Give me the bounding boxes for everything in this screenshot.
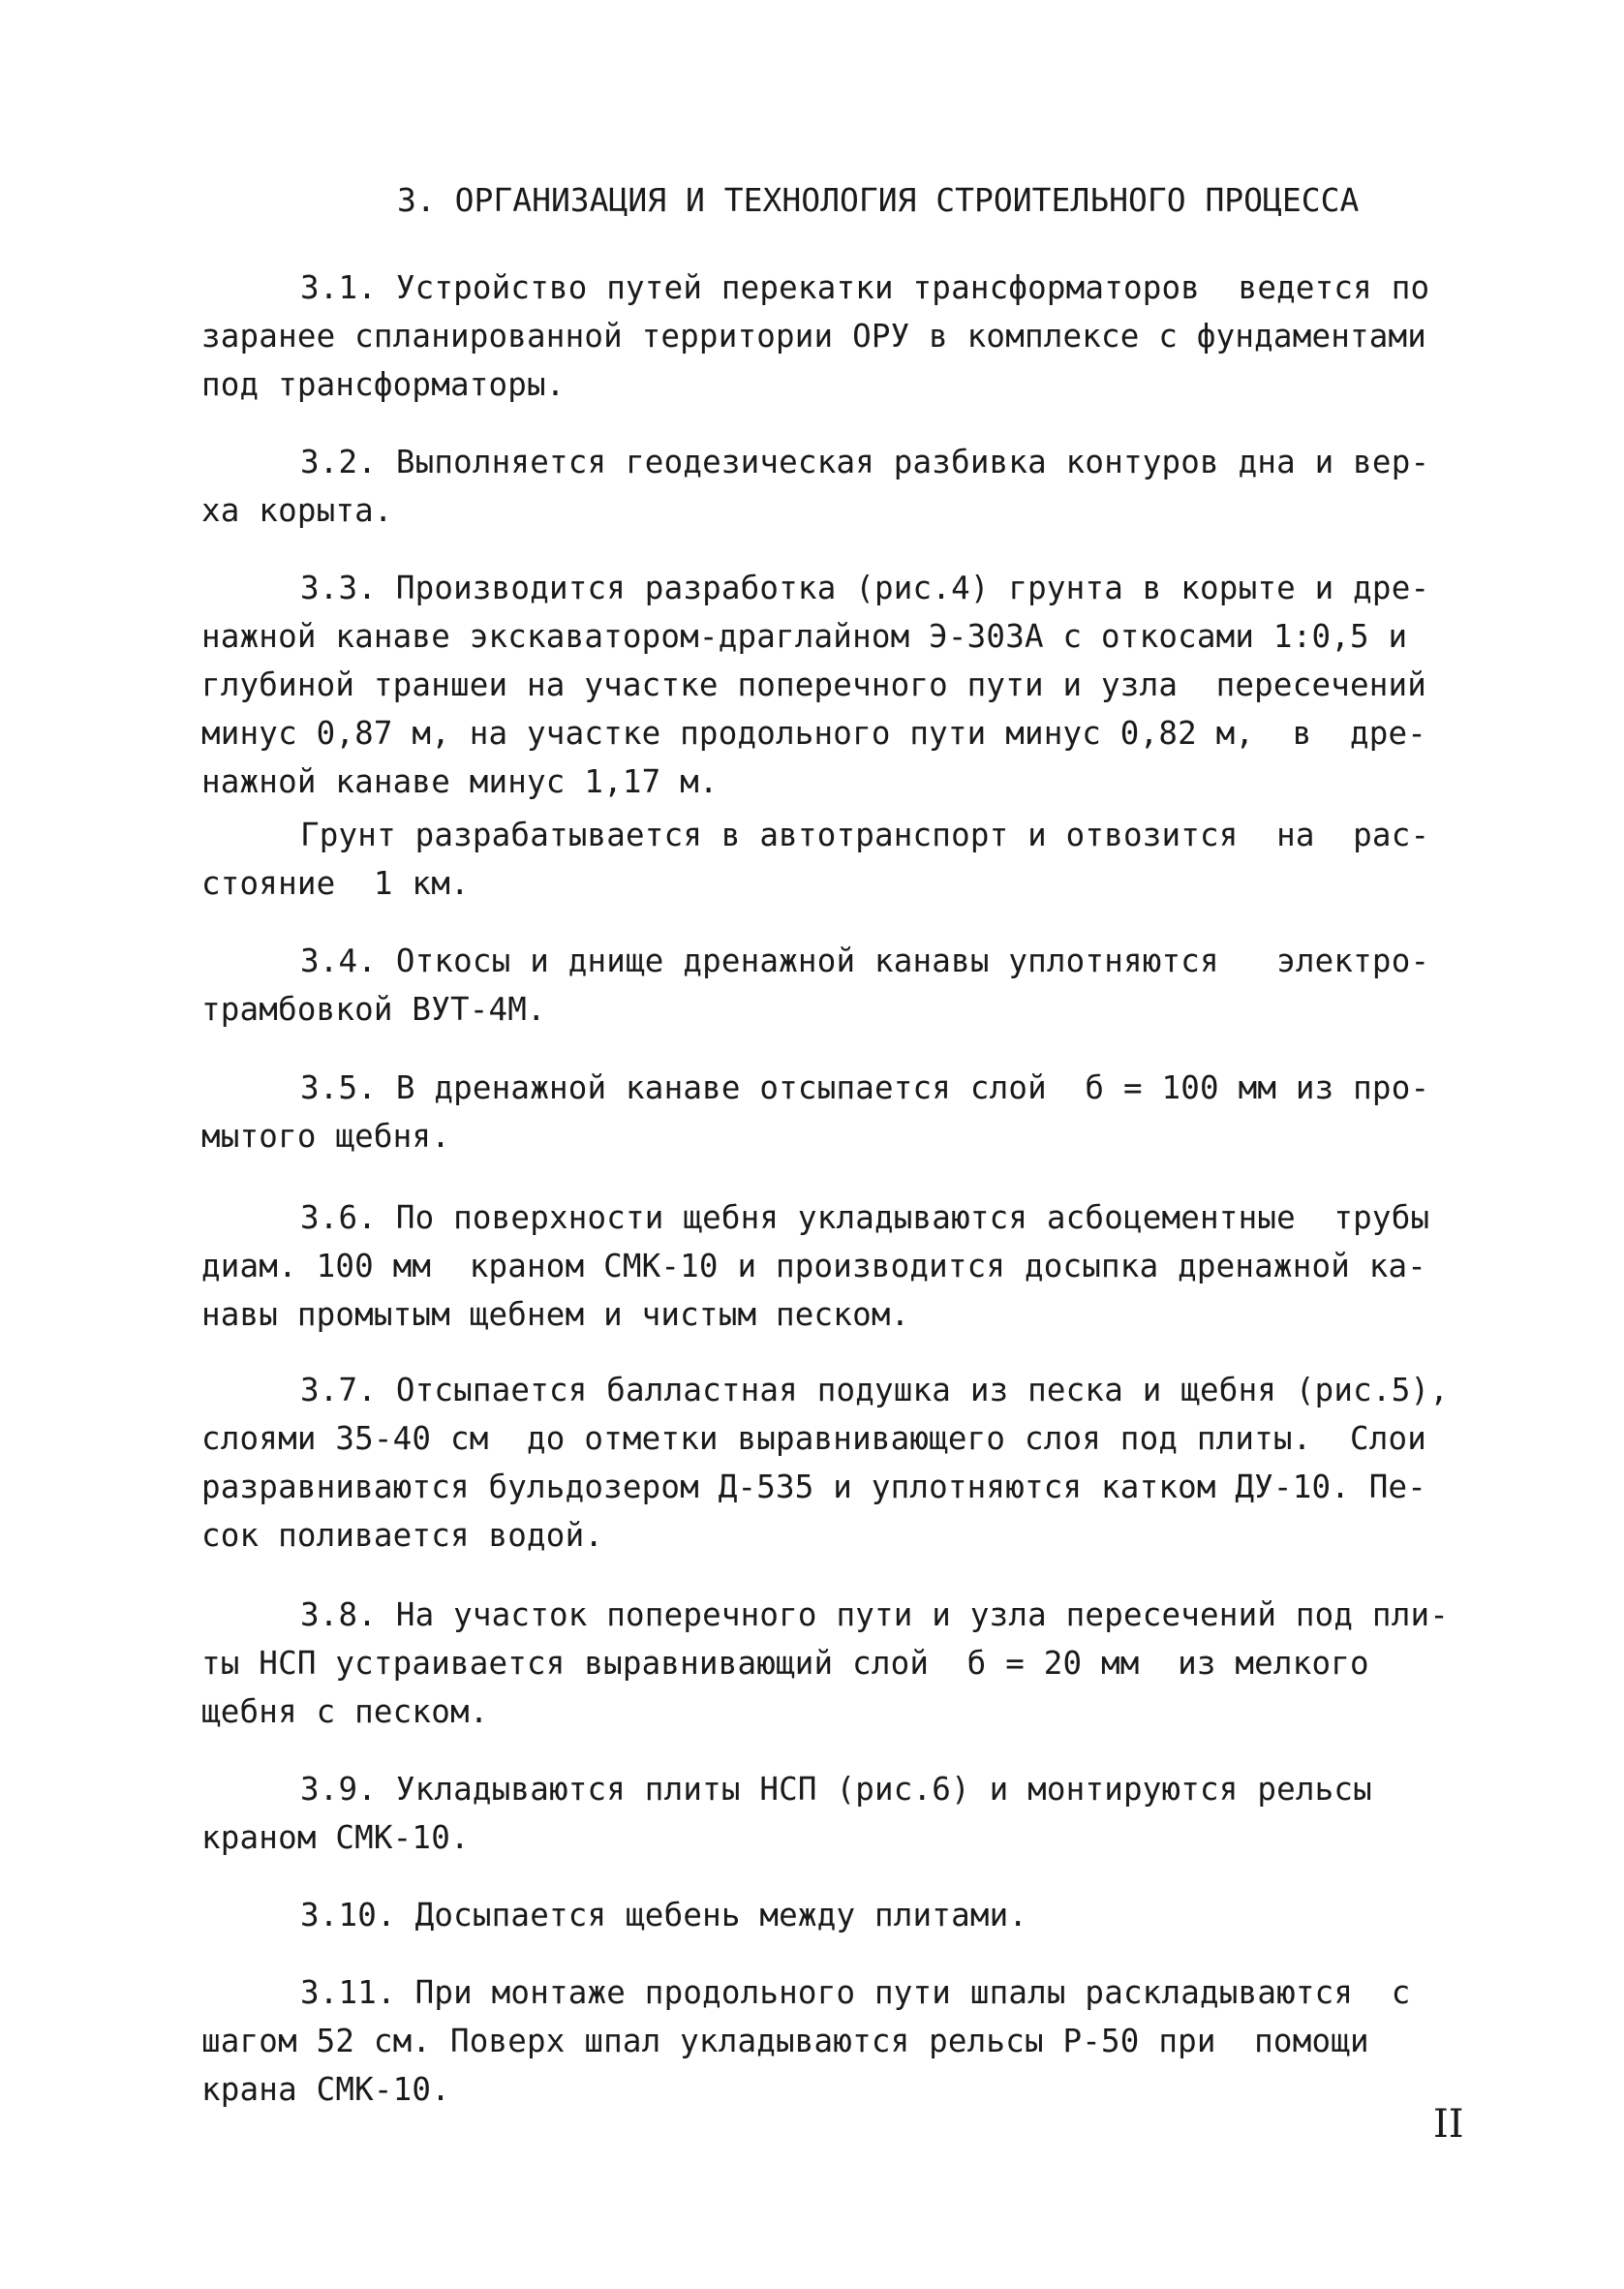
text-line: стояние 1 км. — [201, 865, 470, 902]
paragraph-3-6 — [201, 1193, 1441, 1339]
text-line: мытого щебня. — [201, 1118, 450, 1155]
section-title: 3. ОРГАНИЗАЦИЯ И ТЕХНОЛОГИЯ СТРОИТЕЛЬНОГО ПРОЦЕССА — [397, 181, 1360, 219]
text-line: навы промытым щебнем и чистым песком. — [201, 1296, 910, 1333]
paragraph-3-2 — [201, 438, 1441, 535]
text-line: 3.9. Укладываются плиты НСП (рис.6) и монтируются рельсы — [300, 1771, 1372, 1808]
text-line: нажной канаве экскаватором-драглайном Э-303А с откосами 1:0,5 и — [201, 618, 1408, 655]
paragraph-3-7 — [201, 1366, 1449, 1560]
text-line: под трансформаторы. — [201, 366, 566, 403]
paragraph-3-5 — [201, 1064, 1441, 1160]
paragraph-3-8 — [201, 1591, 1449, 1736]
text-line: разравниваются бульдозером Д-535 и уплотняются катком ДУ-10. Пе- — [201, 1469, 1427, 1505]
text-line: Грунт разрабатывается в автотранспорт и отвозится на рас- — [300, 817, 1430, 853]
text-line: 3.8. На участок поперечного пути и узла пересечений под пли- — [300, 1596, 1449, 1633]
text-line: слоями 35-40 см до отметки выравнивающего слоя под плиты. Слои — [201, 1420, 1427, 1457]
text-line: ха корыта. — [201, 492, 393, 529]
text-line: глубиной траншеи на участке поперечного пути и узла пересечений — [201, 666, 1427, 703]
text-line: 3.4. Откосы и днище дренажной канавы уплотняются электро- — [300, 943, 1430, 979]
text-line: 3.5. В дренажной канаве отсыпается слой б = 100 мм из про- — [300, 1069, 1430, 1106]
page-number: II — [1433, 2102, 1464, 2147]
paragraph-3-4 — [201, 937, 1441, 1034]
text-line: щебня с песком. — [201, 1693, 489, 1730]
text-line: минус 0,87 м, на участке продольного пути минус 0,82 м, в дре- — [201, 715, 1427, 752]
paragraph-3-9 — [201, 1765, 1441, 1862]
text-line: 3.6. По поверхности щебня укладываются асбоцементные трубы — [300, 1199, 1430, 1236]
text-line: 3.2. Выполняется геодезическая разбивка контуров дна и вер- — [300, 444, 1430, 480]
text-line: диам. 100 мм краном СМК-10 и производится досыпка дренажной ка- — [201, 1248, 1427, 1284]
text-line: 3.7. Отсыпается балластная подушка из песка и щебня (рис.5), — [300, 1372, 1449, 1408]
text-line: заранее спланированной территории ОРУ в комплексе с фундаментами — [201, 318, 1427, 355]
text-line: 3.10. Досыпается щебень между плитами. — [300, 1897, 1028, 1933]
text-line: 3.1. Устройство путей перекатки трансформаторов ведется по — [300, 269, 1430, 306]
paragraph-3-3 — [201, 564, 1441, 806]
text-line: 3.3. Производится разработка (рис.4) грунта в корыте и дре- — [300, 570, 1430, 606]
paragraph-3-1 — [201, 263, 1441, 409]
text-line: трамбовкой ВУТ-4М. — [201, 991, 546, 1028]
text-line: сок поливается водой. — [201, 1517, 604, 1554]
text-line: 3.11. При монтаже продольного пути шпалы раскладываются с — [300, 1974, 1411, 2011]
text-line: краном СМК-10. — [201, 1819, 470, 1856]
text-line: крана СМК-10. — [201, 2071, 450, 2108]
text-line: ты НСП устраивается выравнивающий слой б = 20 мм из мелкого — [201, 1645, 1369, 1682]
paragraph-3-3-continued — [201, 811, 1441, 908]
paragraph-3-11 — [201, 1968, 1441, 2114]
text-line: нажной канаве минус 1,17 м. — [201, 763, 719, 800]
text-line: шагом 52 см. Поверх шпал укладываются рельсы Р-50 при помощи — [201, 2023, 1369, 2059]
paragraph-3-10 — [201, 1891, 1441, 1939]
